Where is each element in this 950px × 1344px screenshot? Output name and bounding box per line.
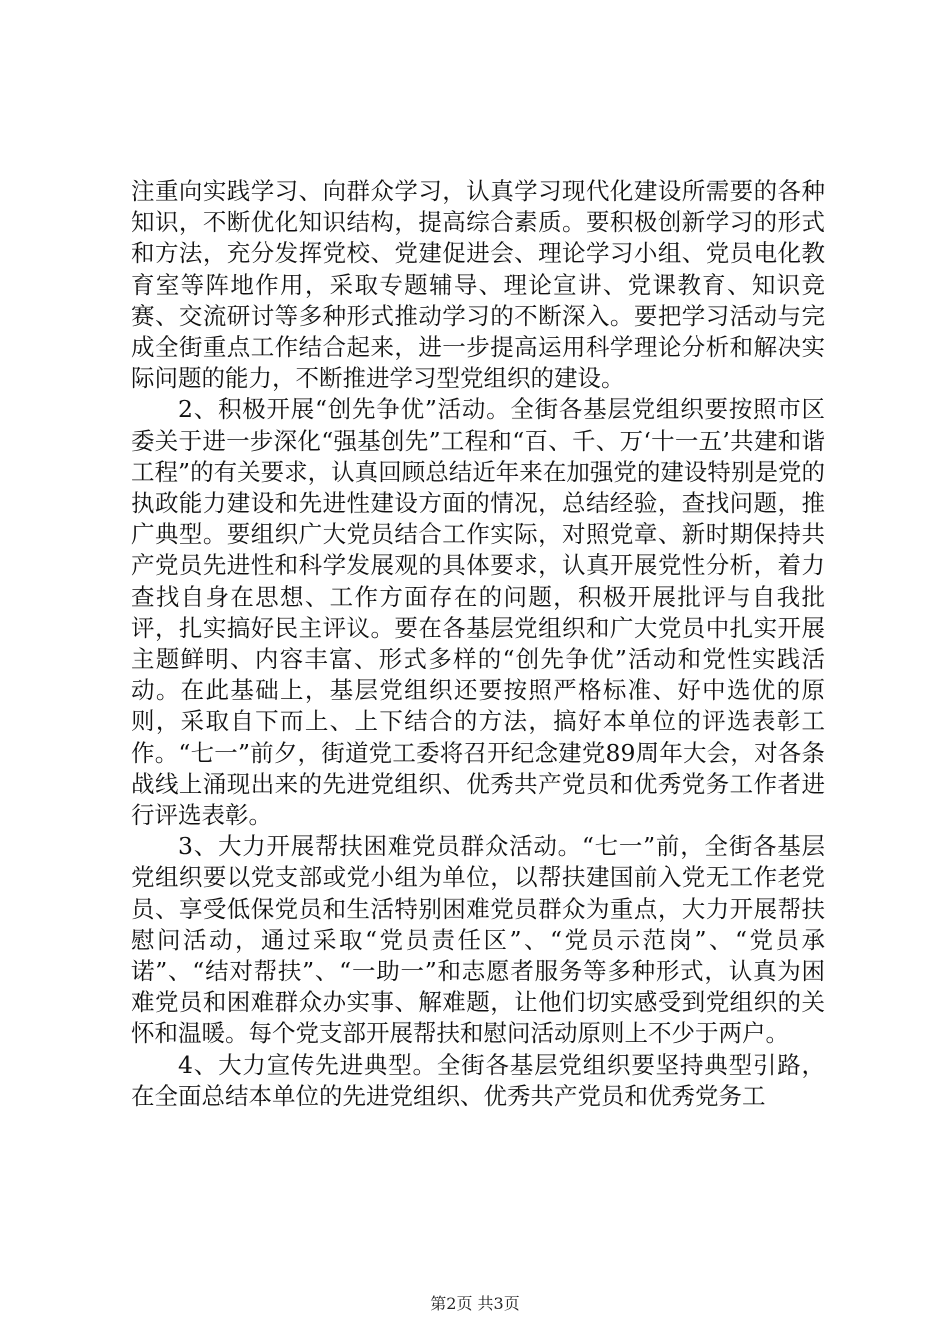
page-footer: 第2页 共3页 bbox=[430, 1294, 520, 1313]
paragraph-2: 2、积极开展“创先争优”活动。全街各基层党组织要按照市区委关于进一步深化“强基创先”工程和“百、千、万‘十一五’共建和谐工程”的有关要求，认真回顾总结近年来在加强党的建设特别是党的执政能力建设和先进性建设方面的情况，总结经验，查找问题，推广典型。要组织广大党员结合工作实际，对照党章、新时期保持共产党员先进性和科学发展观的具体要求，认真开展党性分析，着力查找自身在思想、工作方面存在的问题，积极开展批评与自我批评，扎实搞好民主评议。要在各基层党组织和广大党员中扎实开展主题鲜明、内容丰富、形式多样的“创先争优”活动和党性实践活动。在此基础上，基层党组织还要按照严格标准、好中选优的原则，采取自下而上、上下结合的方法，搞好本单位的评选表彰工作。“七一”前夕，街道党工委将召开纪念建党89周年大会，对各条战线上涌现出来的先进党组织、优秀共产党员和优秀党务工作者进行评选表彰。 bbox=[131, 395, 825, 830]
paragraph-1: 注重向实践学习、向群众学习，认真学习现代化建设所需要的各种知识，不断优化知识结构，提高综合素质。要积极创新学习的形式和方法，充分发挥党校、党建促进会、理论学习小组、党员电化教育室等阵地作用，采取专题辅导、理论宣讲、党课教育、知识竞赛、交流研讨等多种形式推动学习的不断深入。要把学习活动与完成全街重点工作结合起来，进一步提高运用科学理论分析和解决实际问题的能力，不断推进学习型党组织的建设。 bbox=[131, 177, 825, 393]
paragraph-4: 4、大力宣传先进典型。全街各基层党组织要坚持典型引路，在全面总结本单位的先进党组织、优秀共产党员和优秀党务工 bbox=[131, 1050, 825, 1110]
paragraph-3: 3、大力开展帮扶困难党员群众活动。“七一”前，全街各基层党组织要以党支部或党小组为单位，以帮扶建国前入党无工作老党员、享受低保党员和生活特别困难党员群众为重点，大力开展帮扶慰问活动，通过采取“党员责任区”、“党员示范岗”、“党员承诺”、“结对帮扶”、“一助一”和志愿者服务等多种形式，认真为困难党员和困难群众办实事、解难题，让他们切实感受到党组织的关怀和温暖。每个党支部开展帮扶和慰问活动原则上不少于两户。 bbox=[131, 832, 825, 1048]
document-body bbox=[131, 176, 825, 1112]
